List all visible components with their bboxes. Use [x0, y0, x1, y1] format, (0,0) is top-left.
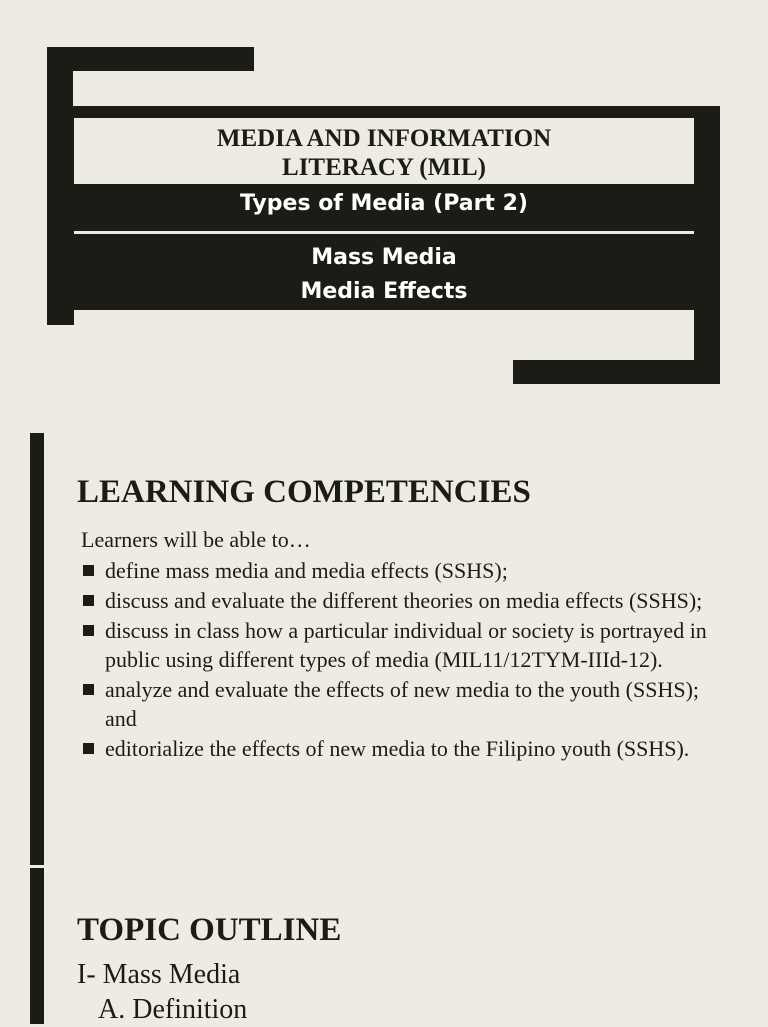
square-bullet-icon — [83, 625, 94, 636]
frame-right-bar — [694, 106, 720, 384]
topic-media-effects: Media Effects — [300, 279, 468, 304]
square-bullet-icon — [83, 684, 94, 695]
frame-side-gap — [47, 325, 513, 384]
accent-bar — [30, 868, 44, 1024]
list-item: analyze and evaluate the effects of new media to the youth (SSHS); and — [81, 675, 721, 733]
section-heading: LEARNING COMPETENCIES — [77, 474, 531, 510]
competency-list — [81, 556, 721, 764]
title-line-1: MEDIA AND INFORMATION — [216, 125, 552, 152]
list-item: editorialize the effects of new media to the Filipino youth (SSHS). — [81, 734, 721, 763]
accent-bar — [30, 433, 44, 865]
square-bullet-icon — [83, 743, 94, 754]
outline-subitem: A. Definition — [98, 994, 248, 1025]
square-bullet-icon — [83, 565, 94, 576]
subtitle: Types of Media (Part 2) — [240, 191, 528, 216]
list-item: define mass media and media effects (SSHS); — [81, 556, 721, 585]
section-heading: TOPIC OUTLINE — [77, 912, 342, 948]
list-item: discuss and evaluate the different theories on media effects (SSHS); — [81, 586, 721, 615]
intro-text: Learners will be able to… — [81, 527, 311, 552]
title-line-2: LITERACY (MIL) — [282, 154, 486, 181]
frame-top-bar — [47, 47, 254, 71]
topic-mass-media: Mass Media — [311, 245, 457, 270]
divider-line — [74, 231, 694, 234]
square-bullet-icon — [83, 595, 94, 606]
list-item: discuss in class how a particular individual or society is portrayed in public using different types of media (MIL11/12TYM-IIId-12). — [81, 616, 721, 674]
outline-item: I- Mass Media — [77, 959, 241, 990]
frame-bottom-bar — [513, 360, 720, 384]
